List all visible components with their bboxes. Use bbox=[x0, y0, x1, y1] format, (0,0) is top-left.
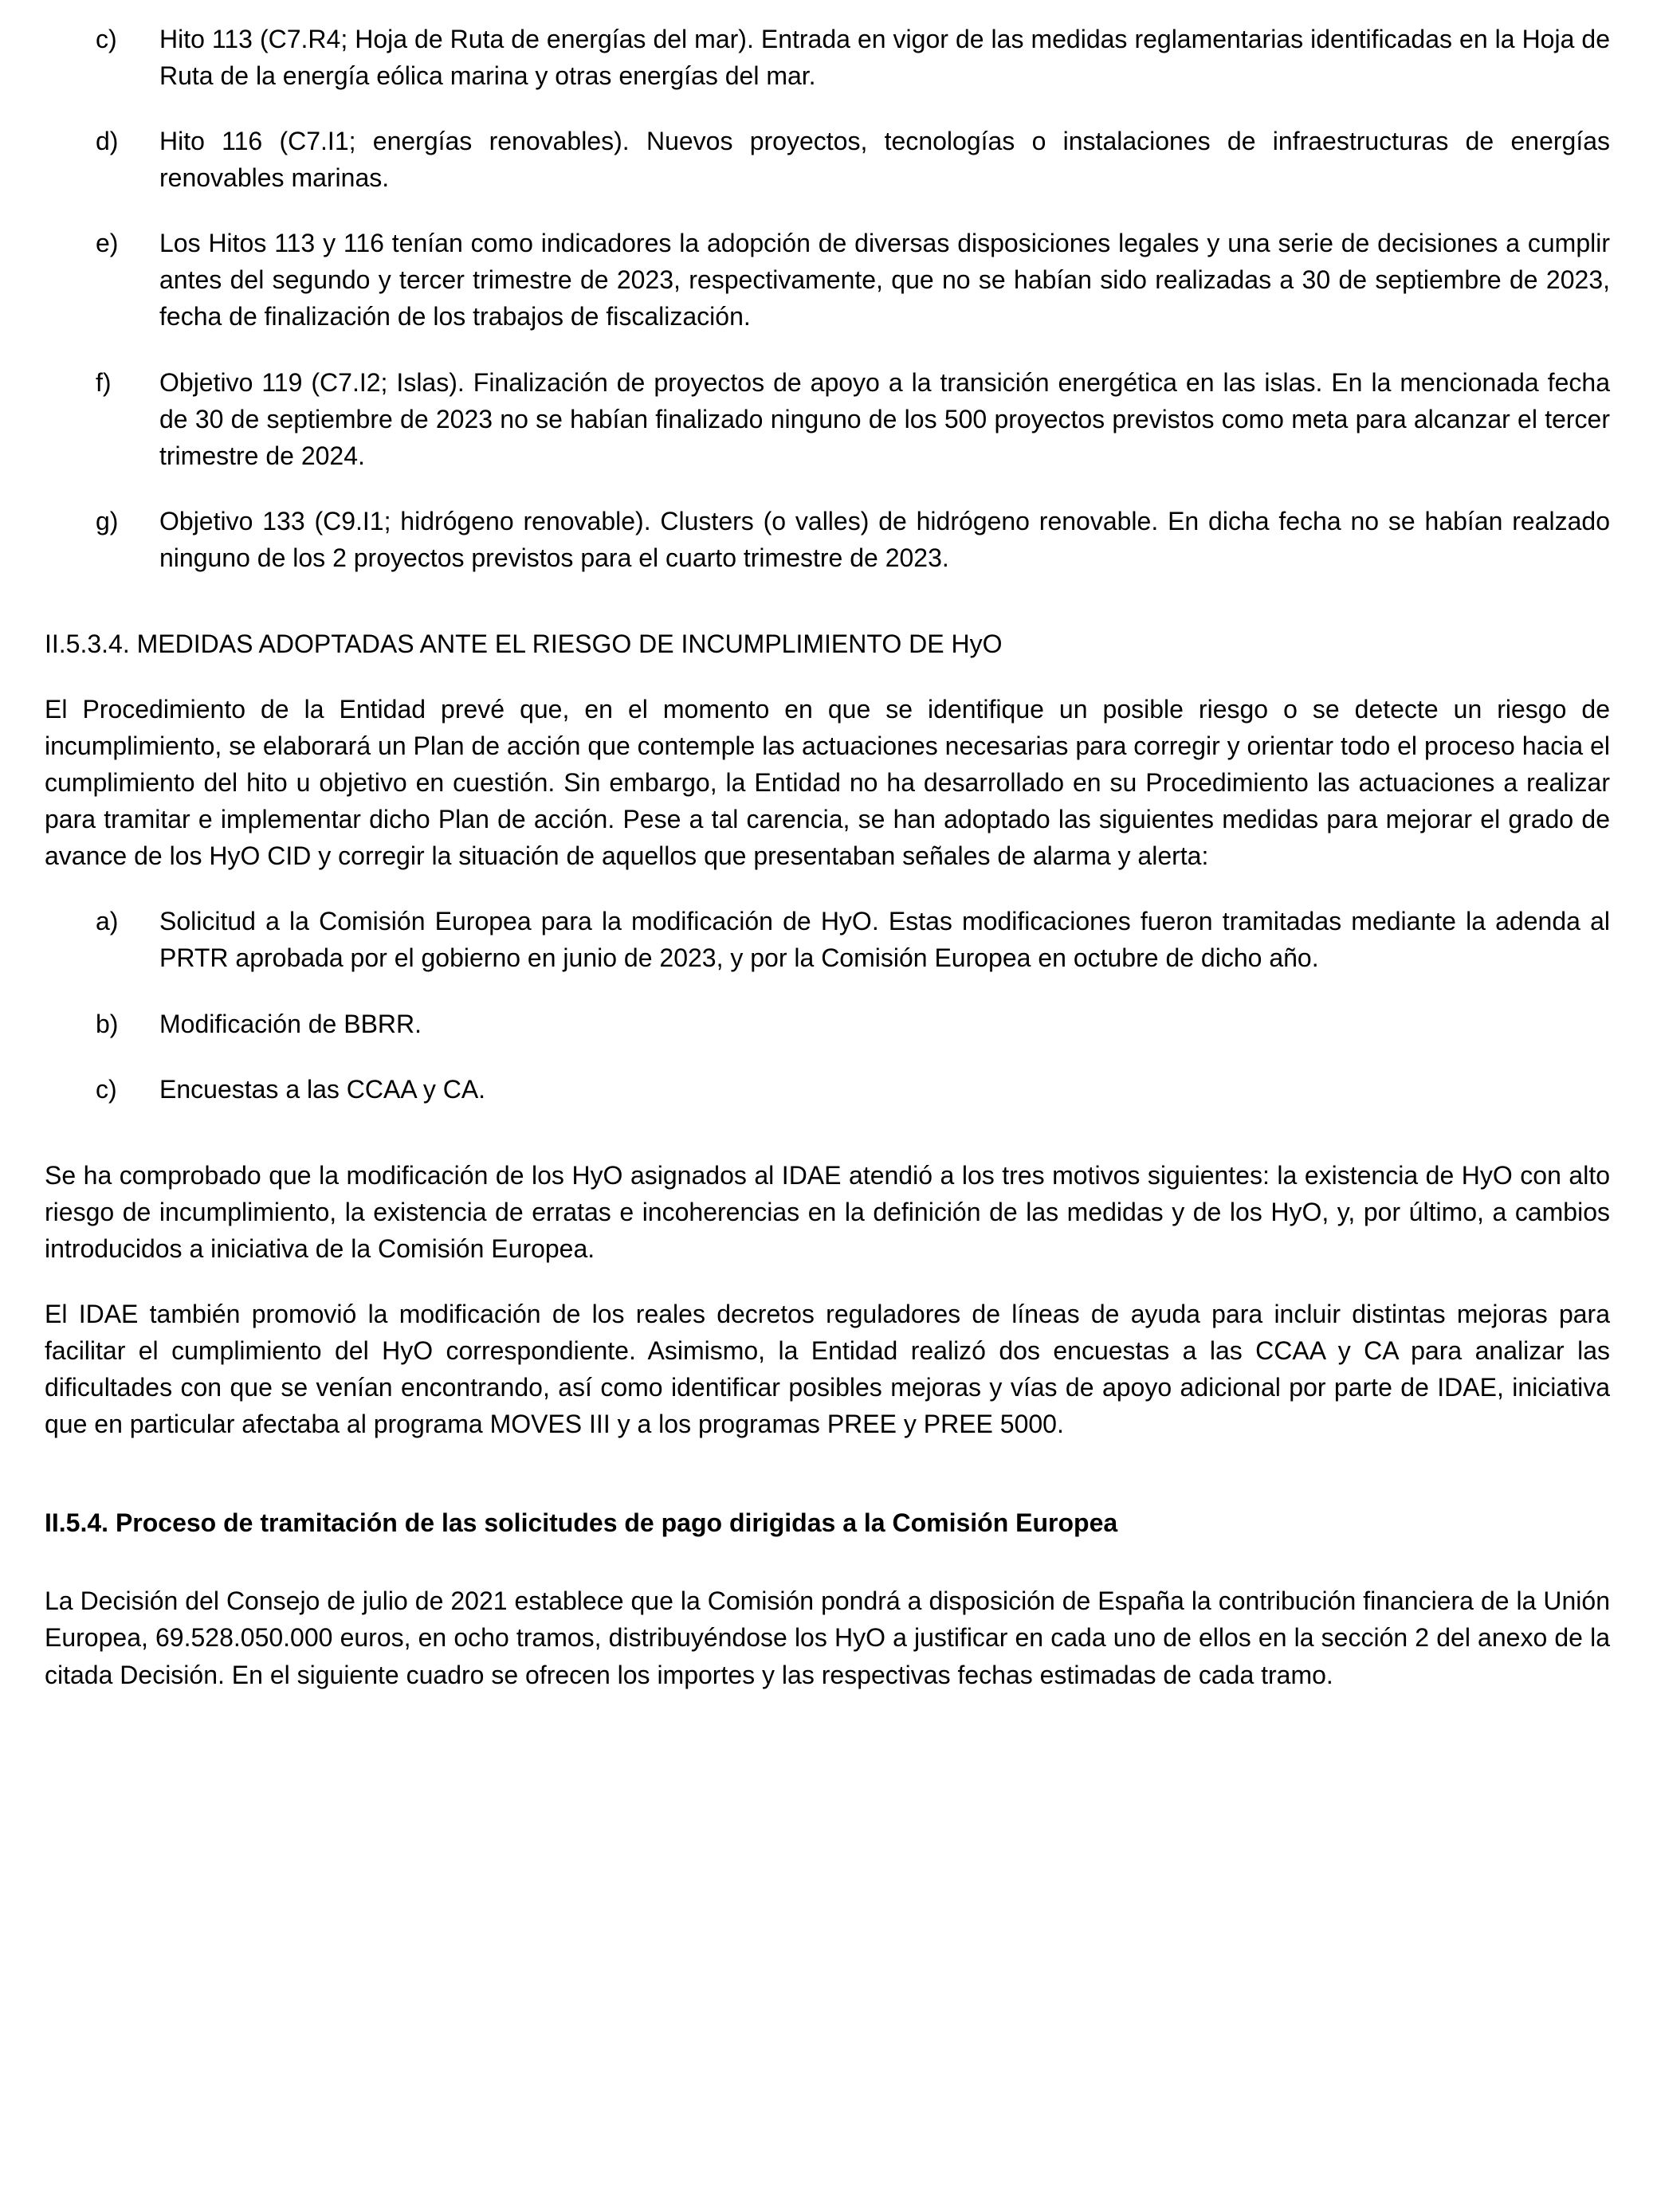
paragraph-procedimiento: El Procedimiento de la Entidad prevé que, en el momento en que se identifique un posible riesgo o se detecte un riesgo de incumplimiento, se elaborará un Plan de acción que contemple las actuaciones necesarias para corregir y orientar todo el proceso hacia el cumplimiento del hito u objetivo en cuestión. Sin embargo, la Entidad no ha desarrollado en su Procedimiento las actuaciones a realizar para tramitar e implementar dicho Plan de acción. Pese a tal carencia, se han adoptado las siguientes medidas para mejorar el grado de avance de los HyO CID y corregir la situación de aquellos que presentaban señales de alarma y alerta: bbox=[45, 695, 1610, 871]
medidas-lettered-list bbox=[45, 903, 1610, 1107]
list-item-g-objetivo-133 bbox=[45, 503, 1610, 576]
list-item-label: c) bbox=[96, 1074, 117, 1104]
list-item-label: b) bbox=[96, 1009, 119, 1038]
list-item-text: Solicitud a la Comisión Europea para la modificación de HyO. Estas modificaciones fueron tramitadas mediante la adenda al PRTR aprobada por el gobierno en junio de 2023, y por la Comisión Europea en octubre de dicho año. bbox=[159, 907, 1610, 973]
paragraph-comprobado: Se ha comprobado que la modificación de los HyO asignados al IDAE atendió a los tres motivos siguientes: la existencia de HyO con alto riesgo de incumplimiento, la existencia de erratas e incoherencias en la definición de las medidas y de los HyO, y, por último, a cambios introducidos a iniciativa de la Comisión Europea. bbox=[45, 1160, 1610, 1263]
top-lettered-list bbox=[45, 21, 1610, 576]
list-item-label: g) bbox=[96, 506, 119, 535]
list-item-text: Hito 116 (C7.I1; energías renovables). Nuevos proyectos, tecnologías o instalaciones de infraestructuras de energías renovables marinas. bbox=[159, 127, 1610, 193]
paragraph-decision: La Decisión del Consejo de julio de 2021 establece que la Comisión pondrá a disposición de España la contribución financiera de la Unión Europea, 69.528.050.000 euros, en ocho tramos, distribuyéndose los HyO a justificar en cada uno de ellos en la sección 2 del anexo de la citada Decisión. En el siguiente cuadro se ofrecen los importes y las respectivas fechas estimadas de cada tramo. bbox=[45, 1586, 1610, 1689]
list-item-text: Hito 113 (C7.R4; Hoja de Ruta de energías del mar). Entrada en vigor de las medidas reglamentarias identificadas en la Hoja de Ruta de la energía eólica marina y otras energías del mar. bbox=[159, 25, 1610, 91]
list-item-label: e) bbox=[96, 229, 119, 258]
list-item-text: Objetivo 133 (C9.I1; hidrógeno renovable). Clusters (o valles) de hidrógeno renovable. En dicha fecha no se habían realzado ninguno de los 2 proyectos previstos para el cuarto trimestre de 2023. bbox=[159, 506, 1610, 572]
list-item-label: c) bbox=[96, 25, 117, 53]
list-item-text: Modificación de BBRR. bbox=[159, 1009, 422, 1038]
list-item-text: Los Hitos 113 y 116 tenían como indicadores la adopción de diversas disposiciones legales y una serie de decisiones a cumplir antes del segundo y tercer trimestre de 2023, respectivamente, que no se habían sido realizadas a 30 de septiembre de 2023, fecha de finalización de los trabajos de fiscalización. bbox=[159, 229, 1610, 331]
list-item-f-objetivo-119 bbox=[45, 364, 1610, 474]
section-heading-II-5-3-4: II.5.3.4. MEDIDAS ADOPTADAS ANTE EL RIESGO DE INCUMPLIMIENTO DE HyO bbox=[45, 629, 1003, 658]
list-item-e-hitos-113-116 bbox=[45, 225, 1610, 335]
list-item-text: Objetivo 119 (C7.I2; Islas). Finalización de proyectos de apoyo a la transición energética en las islas. En la mencionada fecha de 30 de septiembre de 2023 no se habían finalizado ninguno de los 500 proyectos previstos como meta para alcanzar el tercer trimestre de 2024. bbox=[159, 367, 1610, 470]
list-item-label: d) bbox=[96, 127, 119, 156]
list-item-label: f) bbox=[96, 367, 112, 397]
section-heading-II-5-4: II.5.4. Proceso de tramitación de las solicitudes de pago dirigidas a la Comisión Europea bbox=[45, 1508, 1118, 1538]
list-item-a-solicitud bbox=[45, 903, 1610, 976]
list-item-b-modificacion bbox=[45, 1006, 1610, 1042]
list-item-c-encuestas bbox=[45, 1071, 1610, 1108]
list-item-c-hito-113 bbox=[45, 21, 1610, 94]
paragraph-idae: El IDAE también promovió la modificación de los reales decretos reguladores de líneas de ayuda para incluir distintas mejoras para facilitar el cumplimiento del HyO correspondiente. Asimismo, la Entidad realizó dos encuestas a las CCAA y CA para analizar las dificultades con que se venían encontrando, así como identificar posibles mejoras y vías de apoyo adicional por parte de IDAE, iniciativa que en particular afectaba al programa MOVES III y a los programas PREE y PREE 5000. bbox=[45, 1299, 1610, 1439]
list-item-d-hito-116 bbox=[45, 123, 1610, 196]
list-item-text: Encuestas a las CCAA y CA. bbox=[159, 1074, 486, 1104]
list-item-label: a) bbox=[96, 907, 119, 936]
